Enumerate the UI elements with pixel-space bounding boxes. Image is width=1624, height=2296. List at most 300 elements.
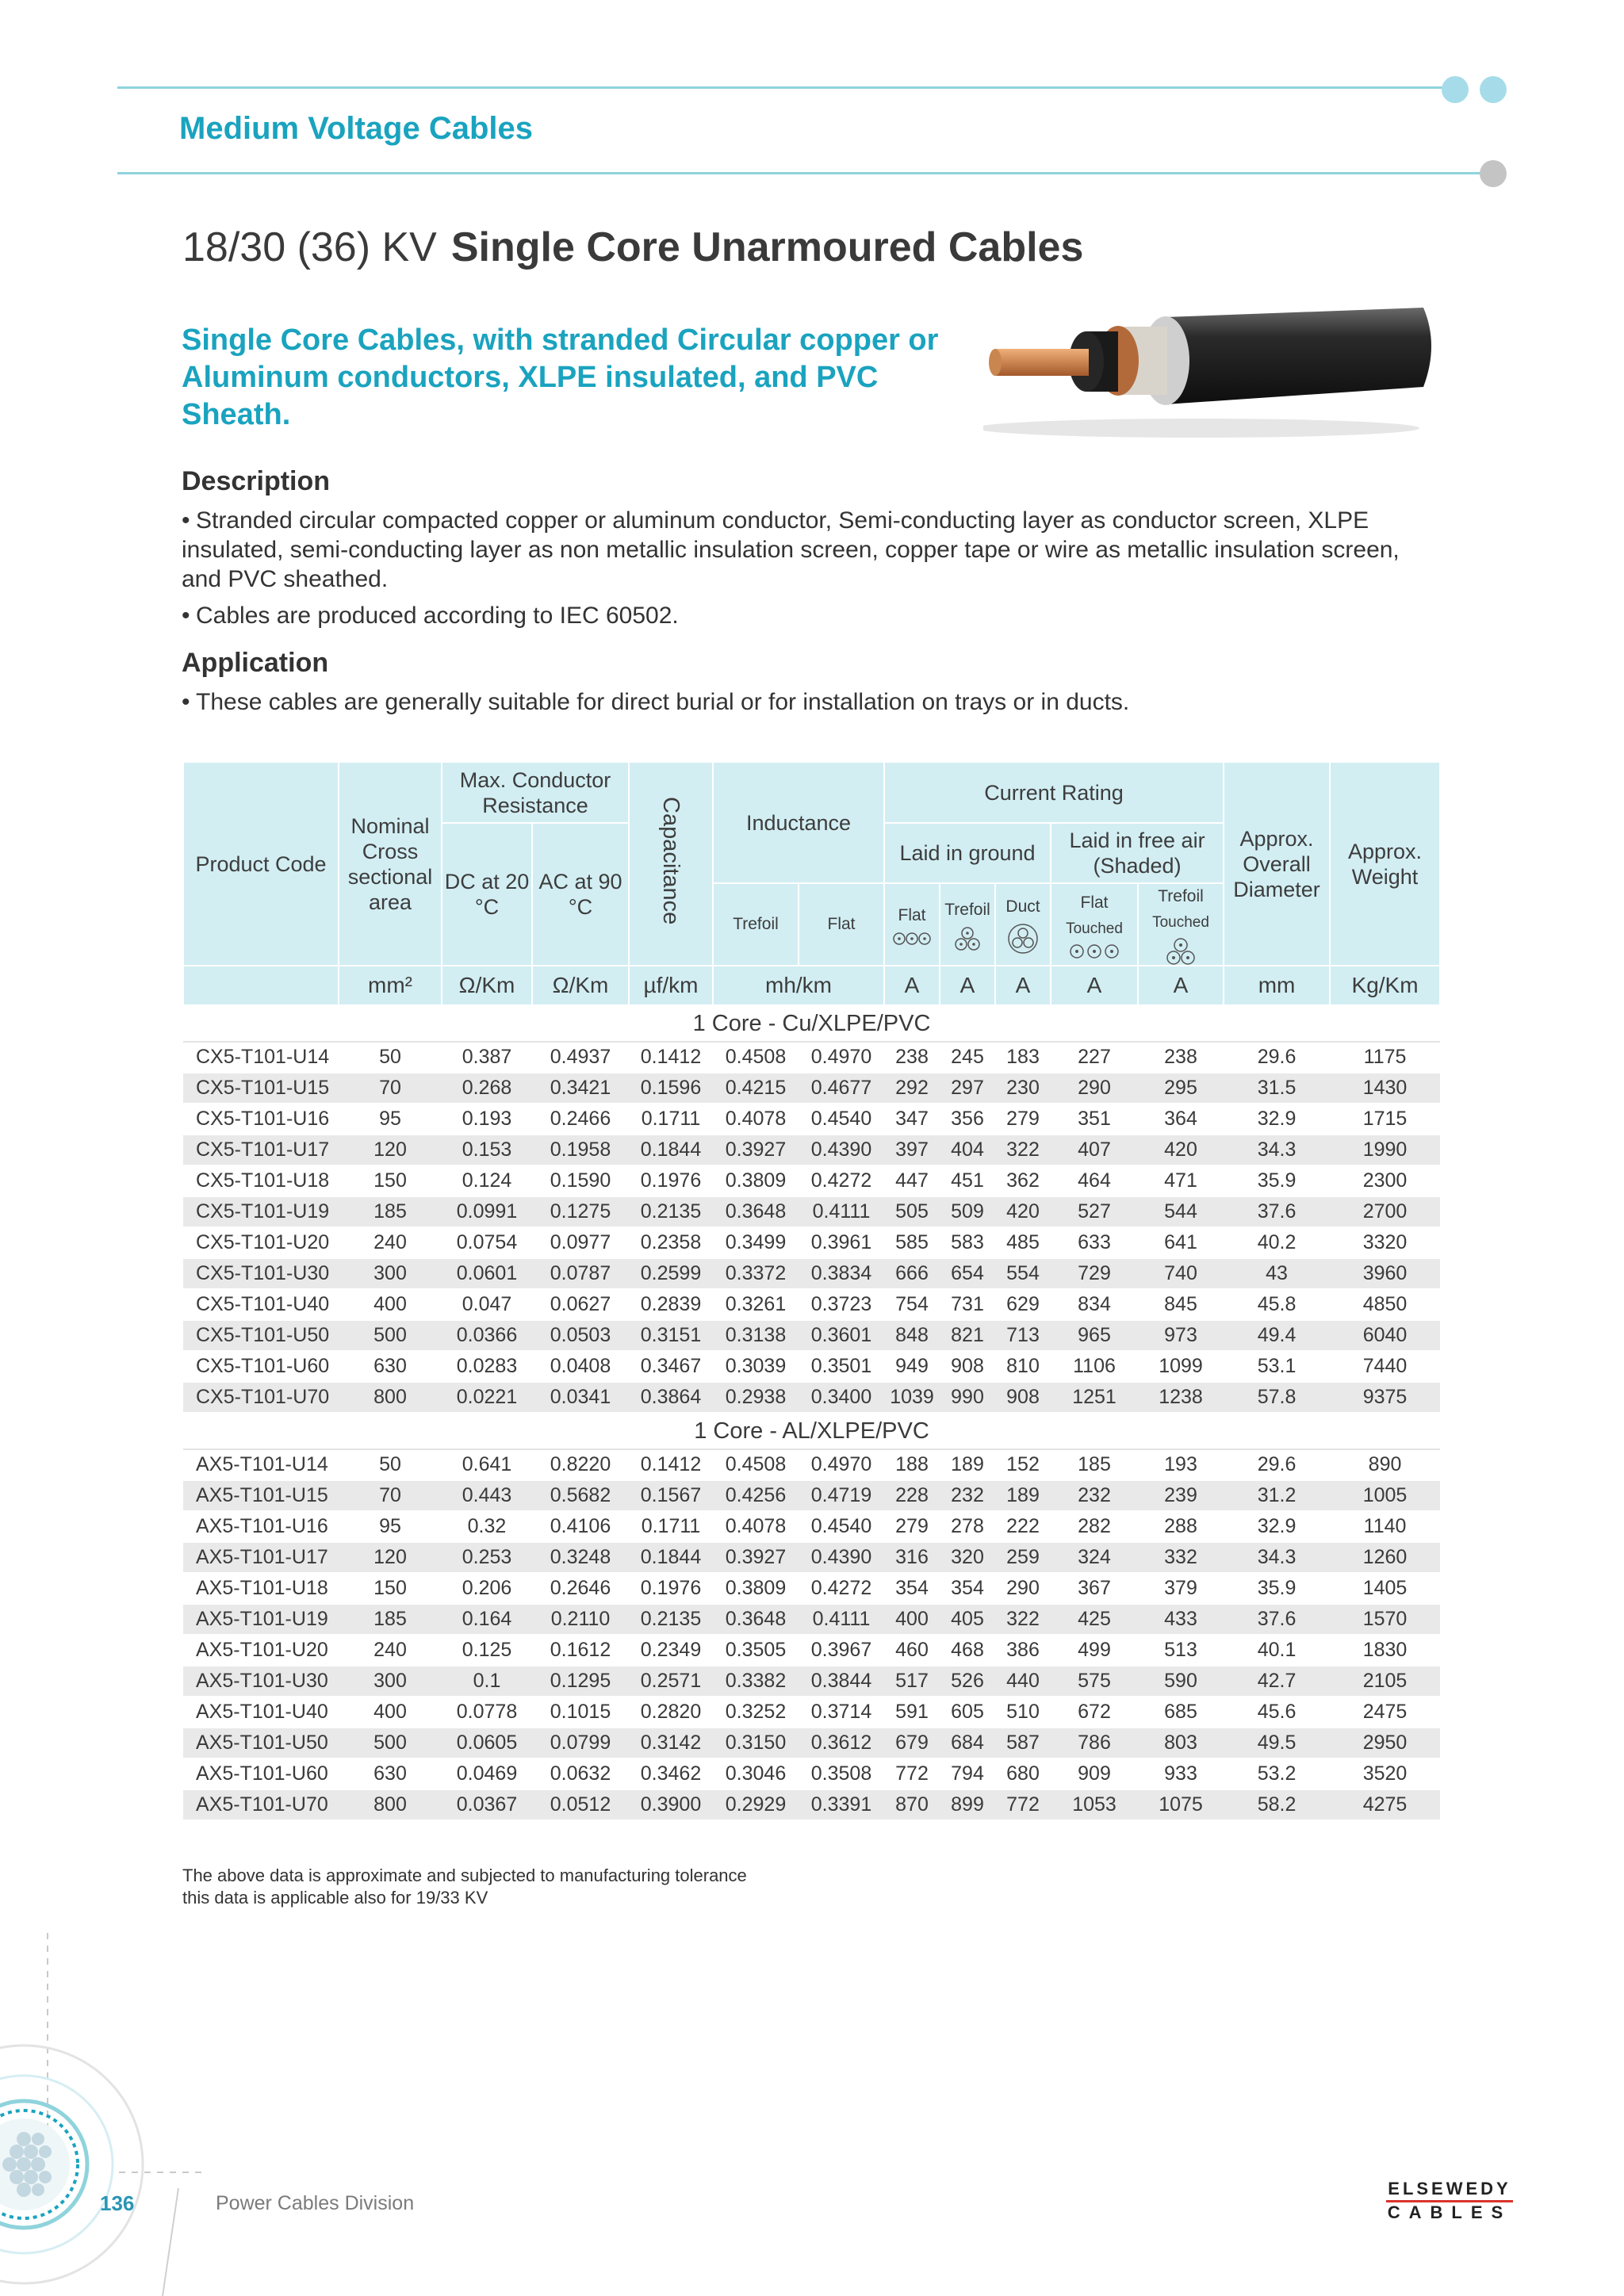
note-line: this data is applicable also for 19/33 KV xyxy=(182,1888,488,1908)
table-cell: 0.0408 xyxy=(532,1351,629,1382)
table-cell: 1075 xyxy=(1138,1789,1224,1820)
col-laid-ground: Laid in ground xyxy=(884,823,1051,883)
table-cell: 354 xyxy=(884,1573,940,1604)
product-code-cell: AX5-T101-U40 xyxy=(183,1697,339,1728)
table-cell: 0.1275 xyxy=(532,1196,629,1227)
table-cell: 232 xyxy=(1051,1480,1138,1511)
table-cell: 1238 xyxy=(1138,1382,1224,1413)
table-cell: 0.3809 xyxy=(713,1165,799,1196)
table-cell: 0.2135 xyxy=(629,1196,713,1227)
table-cell: 973 xyxy=(1138,1320,1224,1351)
table-cell: 29.6 xyxy=(1224,1042,1330,1073)
table-cell: 772 xyxy=(884,1758,940,1789)
table-cell: 0.3151 xyxy=(629,1320,713,1351)
table-cell: 53.2 xyxy=(1224,1758,1330,1789)
decor-dot xyxy=(1480,76,1507,103)
table-cell: 37.6 xyxy=(1224,1196,1330,1227)
table-cell: 58.2 xyxy=(1224,1789,1330,1820)
table-cell: 680 xyxy=(995,1758,1051,1789)
table-cell: 0.1844 xyxy=(629,1542,713,1573)
table-cell: 0.3462 xyxy=(629,1758,713,1789)
table-cell: 0.0977 xyxy=(532,1227,629,1258)
table-cell: 821 xyxy=(940,1320,995,1351)
table-cell: 420 xyxy=(1138,1135,1224,1165)
table-cell: 0.3864 xyxy=(629,1382,713,1413)
table-cell: 0.0754 xyxy=(442,1227,532,1258)
table-cell: 259 xyxy=(995,1542,1051,1573)
table-cell: 0.3927 xyxy=(713,1135,799,1165)
table-cell: 40.2 xyxy=(1224,1227,1330,1258)
table-cell: 0.3142 xyxy=(629,1728,713,1758)
table-cell: 587 xyxy=(995,1728,1051,1758)
title-main: Single Core Unarmoured Cables xyxy=(450,224,1084,270)
unit-cell: A xyxy=(995,966,1051,1005)
table-cell: 364 xyxy=(1138,1104,1224,1135)
table-cell: 0.1612 xyxy=(532,1635,629,1666)
table-cell: 0.2839 xyxy=(629,1289,713,1320)
table-cell: 0.0512 xyxy=(532,1789,629,1820)
table-cell: 0.3961 xyxy=(799,1227,884,1258)
table-cell: 0.4111 xyxy=(799,1196,884,1227)
table-cell: 0.1412 xyxy=(629,1449,713,1480)
table-cell: 899 xyxy=(940,1789,995,1820)
col-max-resistance: Max. Conductor Resistance xyxy=(442,762,629,823)
table-cell: 400 xyxy=(884,1604,940,1635)
table-row xyxy=(183,1135,1440,1165)
product-code-cell: AX5-T101-U19 xyxy=(183,1604,339,1635)
notes xyxy=(182,1865,747,1909)
table-cell: 1099 xyxy=(1138,1351,1224,1382)
table-cell: 185 xyxy=(1051,1449,1138,1480)
table-cell: 0.0469 xyxy=(442,1758,532,1789)
table-cell: 654 xyxy=(940,1258,995,1289)
table-cell: 585 xyxy=(884,1227,940,1258)
table-cell: 1830 xyxy=(1330,1635,1440,1666)
table-cell: 1251 xyxy=(1051,1382,1138,1413)
table-cell: 500 xyxy=(339,1728,442,1758)
table-cell: 0.1711 xyxy=(629,1511,713,1542)
table-cell: 965 xyxy=(1051,1320,1138,1351)
table-cell: 290 xyxy=(995,1573,1051,1604)
table-cell: 367 xyxy=(1051,1573,1138,1604)
table-cell: 0.2135 xyxy=(629,1604,713,1635)
table-cell: 0.387 xyxy=(442,1042,532,1073)
table-cell: 279 xyxy=(995,1104,1051,1135)
table-cell: 49.5 xyxy=(1224,1728,1330,1758)
table-cell: 0.0605 xyxy=(442,1728,532,1758)
product-code-cell: AX5-T101-U16 xyxy=(183,1511,339,1542)
table-cell: 1570 xyxy=(1330,1604,1440,1635)
section-rule xyxy=(117,172,1493,174)
table-cell: 0.268 xyxy=(442,1073,532,1104)
table-cell: 509 xyxy=(940,1196,995,1227)
table-cell: 120 xyxy=(339,1135,442,1165)
table-cell: 362 xyxy=(995,1165,1051,1196)
unit-cell: µf/km xyxy=(629,966,713,1005)
unit-cell: A xyxy=(1138,966,1224,1005)
table-cell: 0.0341 xyxy=(532,1382,629,1413)
table-cell: 0.4970 xyxy=(799,1449,884,1480)
table-cell: 0.3505 xyxy=(713,1635,799,1666)
table-cell: 0.3612 xyxy=(799,1728,884,1758)
product-code-cell: AX5-T101-U17 xyxy=(183,1542,339,1573)
table-cell: 400 xyxy=(339,1289,442,1320)
table-cell: 0.3382 xyxy=(713,1666,799,1697)
table-cell: 35.9 xyxy=(1224,1573,1330,1604)
table-cell: 29.6 xyxy=(1224,1449,1330,1480)
col-air-trefoil: Trefoil Touched xyxy=(1138,883,1224,966)
table-cell: 0.124 xyxy=(442,1165,532,1196)
footer-division: Power Cables Division xyxy=(216,2192,415,2214)
table-cell: 0.253 xyxy=(442,1542,532,1573)
table-cell: 0.3248 xyxy=(532,1542,629,1573)
table-cell: 510 xyxy=(995,1697,1051,1728)
table-cell: 49.4 xyxy=(1224,1320,1330,1351)
cable-cross-section-icon xyxy=(0,1927,238,2296)
table-cell: 227 xyxy=(1051,1042,1138,1073)
table-cell: 282 xyxy=(1051,1511,1138,1542)
table-cell: 0.3844 xyxy=(799,1666,884,1697)
table-cell: 468 xyxy=(940,1635,995,1666)
table-cell: 0.3467 xyxy=(629,1351,713,1382)
table-cell: 0.8220 xyxy=(532,1449,629,1480)
table-cell: 189 xyxy=(995,1480,1051,1511)
table-cell: 433 xyxy=(1138,1604,1224,1635)
table-cell: 185 xyxy=(339,1196,442,1227)
table-cell: 45.8 xyxy=(1224,1289,1330,1320)
note-line: The above data is approximate and subjected to manufacturing tolerance xyxy=(182,1866,747,1885)
table-cell: 933 xyxy=(1138,1758,1224,1789)
table-cell: 0.3400 xyxy=(799,1382,884,1413)
product-code-cell: CX5-T101-U20 xyxy=(183,1227,339,1258)
table-cell: 0.0503 xyxy=(532,1320,629,1351)
table-cell: 0.3046 xyxy=(713,1758,799,1789)
table-cell: 754 xyxy=(884,1289,940,1320)
col-ac: AC at 90 °C xyxy=(532,823,629,966)
unit-cell: mm² xyxy=(339,966,442,1005)
table-cell: 0.4719 xyxy=(799,1480,884,1511)
product-code-cell: AX5-T101-U20 xyxy=(183,1635,339,1666)
table-row xyxy=(183,1697,1440,1728)
table-cell: 228 xyxy=(884,1480,940,1511)
table-cell: 666 xyxy=(884,1258,940,1289)
table-cell: 0.4540 xyxy=(799,1511,884,1542)
table-cell: 0.5682 xyxy=(532,1480,629,1511)
col-current-rating: Current Rating xyxy=(884,762,1224,823)
table-cell: 0.1295 xyxy=(532,1666,629,1697)
table-cell: 786 xyxy=(1051,1728,1138,1758)
table-cell: 0.125 xyxy=(442,1635,532,1666)
table-cell: 1990 xyxy=(1330,1135,1440,1165)
table-cell: 95 xyxy=(339,1511,442,1542)
title-voltage: 18/30 (36) KV xyxy=(182,224,437,270)
table-cell: 554 xyxy=(995,1258,1051,1289)
table-cell: 0.3501 xyxy=(799,1351,884,1382)
table-cell: 320 xyxy=(940,1542,995,1573)
table-cell: 0.3900 xyxy=(629,1789,713,1820)
col-ground-trefoil: Trefoil xyxy=(940,883,995,966)
flat-formation-icon xyxy=(892,932,932,946)
table-cell: 7440 xyxy=(1330,1351,1440,1382)
table-cell: 322 xyxy=(995,1604,1051,1635)
table-cell: 35.9 xyxy=(1224,1165,1330,1196)
table-cell: 232 xyxy=(940,1480,995,1511)
table-cell: 0.1844 xyxy=(629,1135,713,1165)
table-cell: 1175 xyxy=(1330,1042,1440,1073)
table-row xyxy=(183,1258,1440,1289)
table-cell: 890 xyxy=(1330,1449,1440,1480)
table-cell: 193 xyxy=(1138,1449,1224,1480)
table-cell: 95 xyxy=(339,1104,442,1135)
table-row xyxy=(183,1666,1440,1697)
table-cell: 0.3421 xyxy=(532,1073,629,1104)
table-cell: 526 xyxy=(940,1666,995,1697)
col-dc: DC at 20 °C xyxy=(442,823,532,966)
table-cell: 460 xyxy=(884,1635,940,1666)
table-cell: 1005 xyxy=(1330,1480,1440,1511)
table-row xyxy=(183,1758,1440,1789)
table-cell: 517 xyxy=(884,1666,940,1697)
company-logo xyxy=(1386,2179,1513,2223)
table-cell: 1039 xyxy=(884,1382,940,1413)
description-heading: Description xyxy=(182,466,331,496)
table-cell: 0.4677 xyxy=(799,1073,884,1104)
units-row xyxy=(183,966,1440,1005)
product-code-cell: AX5-T101-U18 xyxy=(183,1573,339,1604)
table-cell: 0.0283 xyxy=(442,1351,532,1382)
unit-cell: A xyxy=(884,966,940,1005)
description-bullet: • Stranded circular compacted copper or aluminum conductor, Semi-conducting layer as conductor screen, XLPE insulated, semi-conducting layer as non metallic insulation screen, copper tape or wire as metallic insulation screen, and PVC sheathed. xyxy=(182,507,1400,592)
table-cell: 316 xyxy=(884,1542,940,1573)
table-cell: 238 xyxy=(1138,1042,1224,1073)
table-cell: 0.1412 xyxy=(629,1042,713,1073)
table-cell: 0.2358 xyxy=(629,1227,713,1258)
table-cell: 9375 xyxy=(1330,1382,1440,1413)
table-cell: 1405 xyxy=(1330,1573,1440,1604)
table-cell: 379 xyxy=(1138,1573,1224,1604)
table-cell: 0.4256 xyxy=(713,1480,799,1511)
table-cell: 0.3834 xyxy=(799,1258,884,1289)
product-code-cell: CX5-T101-U14 xyxy=(183,1042,339,1073)
table-cell: 0.1590 xyxy=(532,1165,629,1196)
table-cell: 240 xyxy=(339,1635,442,1666)
table-cell: 1430 xyxy=(1330,1073,1440,1104)
table-row xyxy=(183,1351,1440,1382)
table-cell: 440 xyxy=(995,1666,1051,1697)
table-cell: 0.4215 xyxy=(713,1073,799,1104)
table-cell: 685 xyxy=(1138,1697,1224,1728)
table-cell: 0.0366 xyxy=(442,1320,532,1351)
table-cell: 990 xyxy=(940,1382,995,1413)
table-row xyxy=(183,1573,1440,1604)
table-cell: 50 xyxy=(339,1042,442,1073)
table-cell: 0.0221 xyxy=(442,1382,532,1413)
table-cell: 0.3723 xyxy=(799,1289,884,1320)
product-code-cell: CX5-T101-U19 xyxy=(183,1196,339,1227)
table-cell: 3320 xyxy=(1330,1227,1440,1258)
col-nominal-area: Nominal Cross sectional area xyxy=(339,762,442,966)
top-rule xyxy=(117,86,1446,89)
col-air-flat: Flat Touched xyxy=(1051,883,1138,966)
table-cell: 0.2110 xyxy=(532,1604,629,1635)
table-cell: 740 xyxy=(1138,1258,1224,1289)
col-product-code: Product Code xyxy=(183,762,339,966)
table-cell: 278 xyxy=(940,1511,995,1542)
unit-cell: Ω/Km xyxy=(442,966,532,1005)
table-row xyxy=(183,1320,1440,1351)
table-cell: 0.4106 xyxy=(532,1511,629,1542)
col-ground-flat: Flat xyxy=(884,883,940,966)
table-row xyxy=(183,1728,1440,1758)
table-cell: 1715 xyxy=(1330,1104,1440,1135)
table-cell: 834 xyxy=(1051,1289,1138,1320)
product-code-cell: CX5-T101-U17 xyxy=(183,1135,339,1165)
table-cell: 0.3138 xyxy=(713,1320,799,1351)
table-cell: 0.1711 xyxy=(629,1104,713,1135)
table-cell: 70 xyxy=(339,1073,442,1104)
table-cell: 641 xyxy=(1138,1227,1224,1258)
trefoil-formation-icon xyxy=(1165,938,1197,965)
table-cell: 0.3261 xyxy=(713,1289,799,1320)
table-cell: 43 xyxy=(1224,1258,1330,1289)
table-cell: 0.2938 xyxy=(713,1382,799,1413)
table-cell: 2300 xyxy=(1330,1165,1440,1196)
table-row xyxy=(183,1789,1440,1820)
table-cell: 0.32 xyxy=(442,1511,532,1542)
unit-cell: mh/km xyxy=(713,966,884,1005)
table-cell: 908 xyxy=(940,1351,995,1382)
table-cell: 447 xyxy=(884,1165,940,1196)
table-cell: 0.3150 xyxy=(713,1728,799,1758)
table-cell: 239 xyxy=(1138,1480,1224,1511)
table-cell: 800 xyxy=(339,1789,442,1820)
table-cell: 0.3648 xyxy=(713,1604,799,1635)
table-cell: 845 xyxy=(1138,1289,1224,1320)
group-header-row xyxy=(183,1005,1440,1042)
table-cell: 684 xyxy=(940,1728,995,1758)
table-cell: 590 xyxy=(1138,1666,1224,1697)
table-cell: 729 xyxy=(1051,1258,1138,1289)
table-cell: 803 xyxy=(1138,1728,1224,1758)
table-row xyxy=(183,1289,1440,1320)
col-ind-trefoil: Trefoil xyxy=(713,883,799,966)
table-cell: 386 xyxy=(995,1635,1051,1666)
table-cell: 0.3927 xyxy=(713,1542,799,1573)
table-cell: 949 xyxy=(884,1351,940,1382)
unit-cell: Kg/Km xyxy=(1330,966,1440,1005)
table-row xyxy=(183,1542,1440,1573)
table-cell: 908 xyxy=(995,1382,1051,1413)
table-cell: 120 xyxy=(339,1542,442,1573)
table-cell: 0.3714 xyxy=(799,1697,884,1728)
table-cell: 0.3252 xyxy=(713,1697,799,1728)
table-row xyxy=(183,1382,1440,1413)
table-cell: 575 xyxy=(1051,1666,1138,1697)
table-cell: 0.3499 xyxy=(713,1227,799,1258)
table-cell: 0.0991 xyxy=(442,1196,532,1227)
table-cell: 332 xyxy=(1138,1542,1224,1573)
application-bullet: • These cables are generally suitable for direct burial or for installation on trays or in ducts. xyxy=(182,689,1130,715)
table-cell: 0.1976 xyxy=(629,1573,713,1604)
unit-cell: A xyxy=(940,966,995,1005)
table-cell: 583 xyxy=(940,1227,995,1258)
product-code-cell: CX5-T101-U60 xyxy=(183,1351,339,1382)
table-cell: 1140 xyxy=(1330,1511,1440,1542)
table-cell: 0.4390 xyxy=(799,1135,884,1165)
table-cell: 0.4272 xyxy=(799,1165,884,1196)
table-cell: 0.164 xyxy=(442,1604,532,1635)
col-capacitance: Capacitance xyxy=(629,762,713,966)
table-row xyxy=(183,1073,1440,1104)
table-cell: 0.0799 xyxy=(532,1728,629,1758)
product-code-cell: AX5-T101-U60 xyxy=(183,1758,339,1789)
table-cell: 1106 xyxy=(1051,1351,1138,1382)
table-cell: 0.3648 xyxy=(713,1196,799,1227)
unit-cell: mm xyxy=(1224,966,1330,1005)
table-cell: 150 xyxy=(339,1165,442,1196)
cable-photo xyxy=(983,285,1443,444)
table-cell: 0.2466 xyxy=(532,1104,629,1135)
product-code-cell: AX5-T101-U30 xyxy=(183,1666,339,1697)
table-cell: 183 xyxy=(995,1042,1051,1073)
table-cell: 630 xyxy=(339,1351,442,1382)
table-cell: 630 xyxy=(339,1758,442,1789)
logo-line2: CABLES xyxy=(1387,2202,1512,2222)
table-cell: 45.6 xyxy=(1224,1697,1330,1728)
table-cell: 0.193 xyxy=(442,1104,532,1135)
col-laid-air: Laid in free air (Shaded) xyxy=(1051,823,1224,883)
product-code-cell: AX5-T101-U14 xyxy=(183,1449,339,1480)
table-cell: 0.1567 xyxy=(629,1480,713,1511)
table-cell: 279 xyxy=(884,1511,940,1542)
table-cell: 40.1 xyxy=(1224,1635,1330,1666)
table-cell: 222 xyxy=(995,1511,1051,1542)
table-cell: 290 xyxy=(1051,1073,1138,1104)
table-cell: 0.047 xyxy=(442,1289,532,1320)
table-cell: 471 xyxy=(1138,1165,1224,1196)
page-number: 136 xyxy=(100,2191,135,2215)
decor-dot-grey xyxy=(1480,160,1507,187)
product-code-cell: CX5-T101-U30 xyxy=(183,1258,339,1289)
table-cell: 0.443 xyxy=(442,1480,532,1511)
table-cell: 292 xyxy=(884,1073,940,1104)
table-cell: 34.3 xyxy=(1224,1542,1330,1573)
table-cell: 0.0601 xyxy=(442,1258,532,1289)
table-cell: 32.9 xyxy=(1224,1511,1330,1542)
table-cell: 794 xyxy=(940,1758,995,1789)
description-bullet: • Cables are produced according to IEC 60502. xyxy=(182,603,679,629)
table-cell: 300 xyxy=(339,1258,442,1289)
table-cell: 0.2349 xyxy=(629,1635,713,1666)
section-title: Medium Voltage Cables xyxy=(179,111,534,146)
table-cell: 464 xyxy=(1051,1165,1138,1196)
table-cell: 295 xyxy=(1138,1073,1224,1104)
table-cell: 0.1 xyxy=(442,1666,532,1697)
table-cell: 150 xyxy=(339,1573,442,1604)
table-cell: 0.1596 xyxy=(629,1073,713,1104)
table-cell: 0.0787 xyxy=(532,1258,629,1289)
table-cell: 425 xyxy=(1051,1604,1138,1635)
table-cell: 2105 xyxy=(1330,1666,1440,1697)
table-cell: 397 xyxy=(884,1135,940,1165)
table-cell: 347 xyxy=(884,1104,940,1135)
table-row xyxy=(183,1449,1440,1480)
trefoil-formation-icon xyxy=(953,926,982,951)
table-cell: 0.2820 xyxy=(629,1697,713,1728)
table-cell: 0.4508 xyxy=(713,1449,799,1480)
table-cell: 57.8 xyxy=(1224,1382,1330,1413)
group-header-row xyxy=(183,1413,1440,1449)
